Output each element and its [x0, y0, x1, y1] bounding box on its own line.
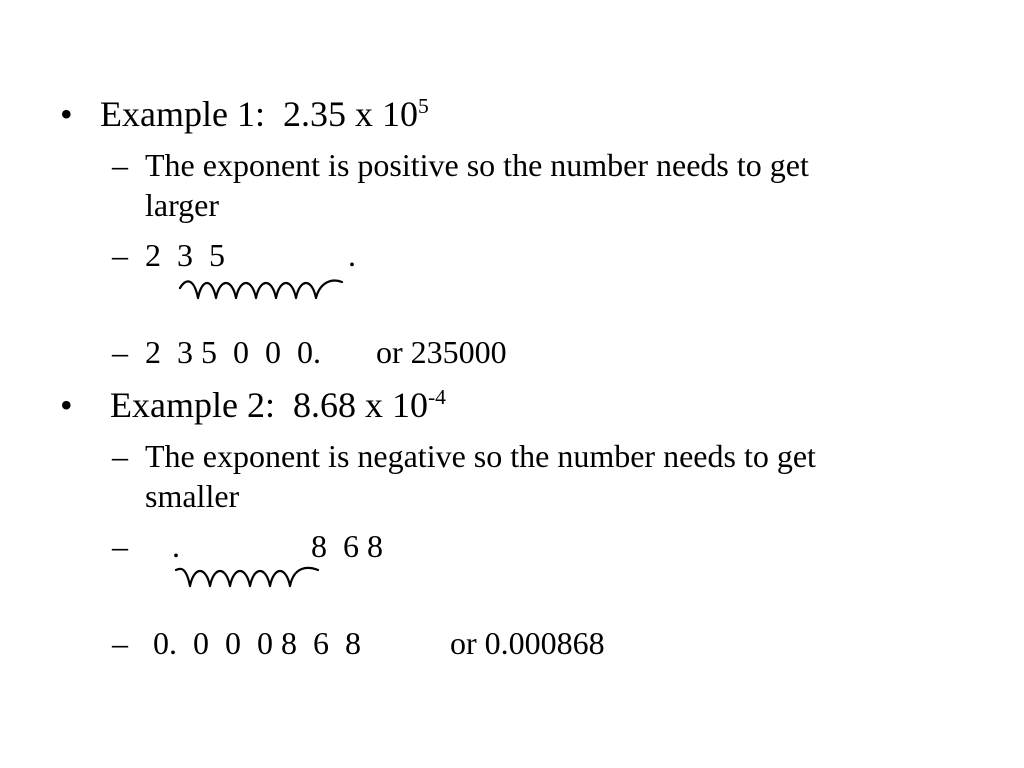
example-1-result-digits: 2 3 5 0 0 0. [145, 334, 321, 370]
bullet: • [60, 385, 73, 425]
example-1-digits: 2 3 5 [145, 237, 225, 273]
example-1-decimal-point: . [348, 237, 356, 273]
example-1-result-value: or 235000 [376, 334, 507, 370]
dash: – [112, 528, 128, 564]
decimal-hop-arcs-left [172, 560, 324, 592]
example-1-explanation-line-2: larger [145, 187, 220, 223]
dash: – [112, 625, 128, 661]
dash: – [112, 438, 128, 474]
example-2-explanation-line-2: smaller [145, 478, 240, 514]
decimal-hop-arcs-right [176, 272, 348, 304]
example-1-heading-text: Example 1: 2.35 x 10 [100, 94, 418, 134]
example-1-heading [100, 96, 429, 132]
example-2-digits: 8 6 8 [311, 528, 383, 564]
dash: – [112, 334, 128, 370]
example-1-exponent: 5 [417, 94, 429, 118]
example-2-result-digits: 0. 0 0 0 8 6 8 [153, 625, 361, 661]
bullet: • [60, 94, 73, 134]
dash: – [112, 237, 128, 273]
example-2-heading [110, 387, 446, 423]
example-2-decimal-point: . [172, 528, 180, 564]
example-2-heading-text: Example 2: 8.68 x 10 [110, 385, 428, 425]
example-2-result-value: or 0.000868 [450, 625, 605, 661]
dash: – [112, 147, 128, 183]
example-2-exponent: -4 [427, 385, 446, 409]
example-2-explanation-line-1: The exponent is negative so the number needs to get [145, 438, 816, 474]
example-1-explanation-line-1: The exponent is positive so the number needs to get [145, 147, 809, 183]
